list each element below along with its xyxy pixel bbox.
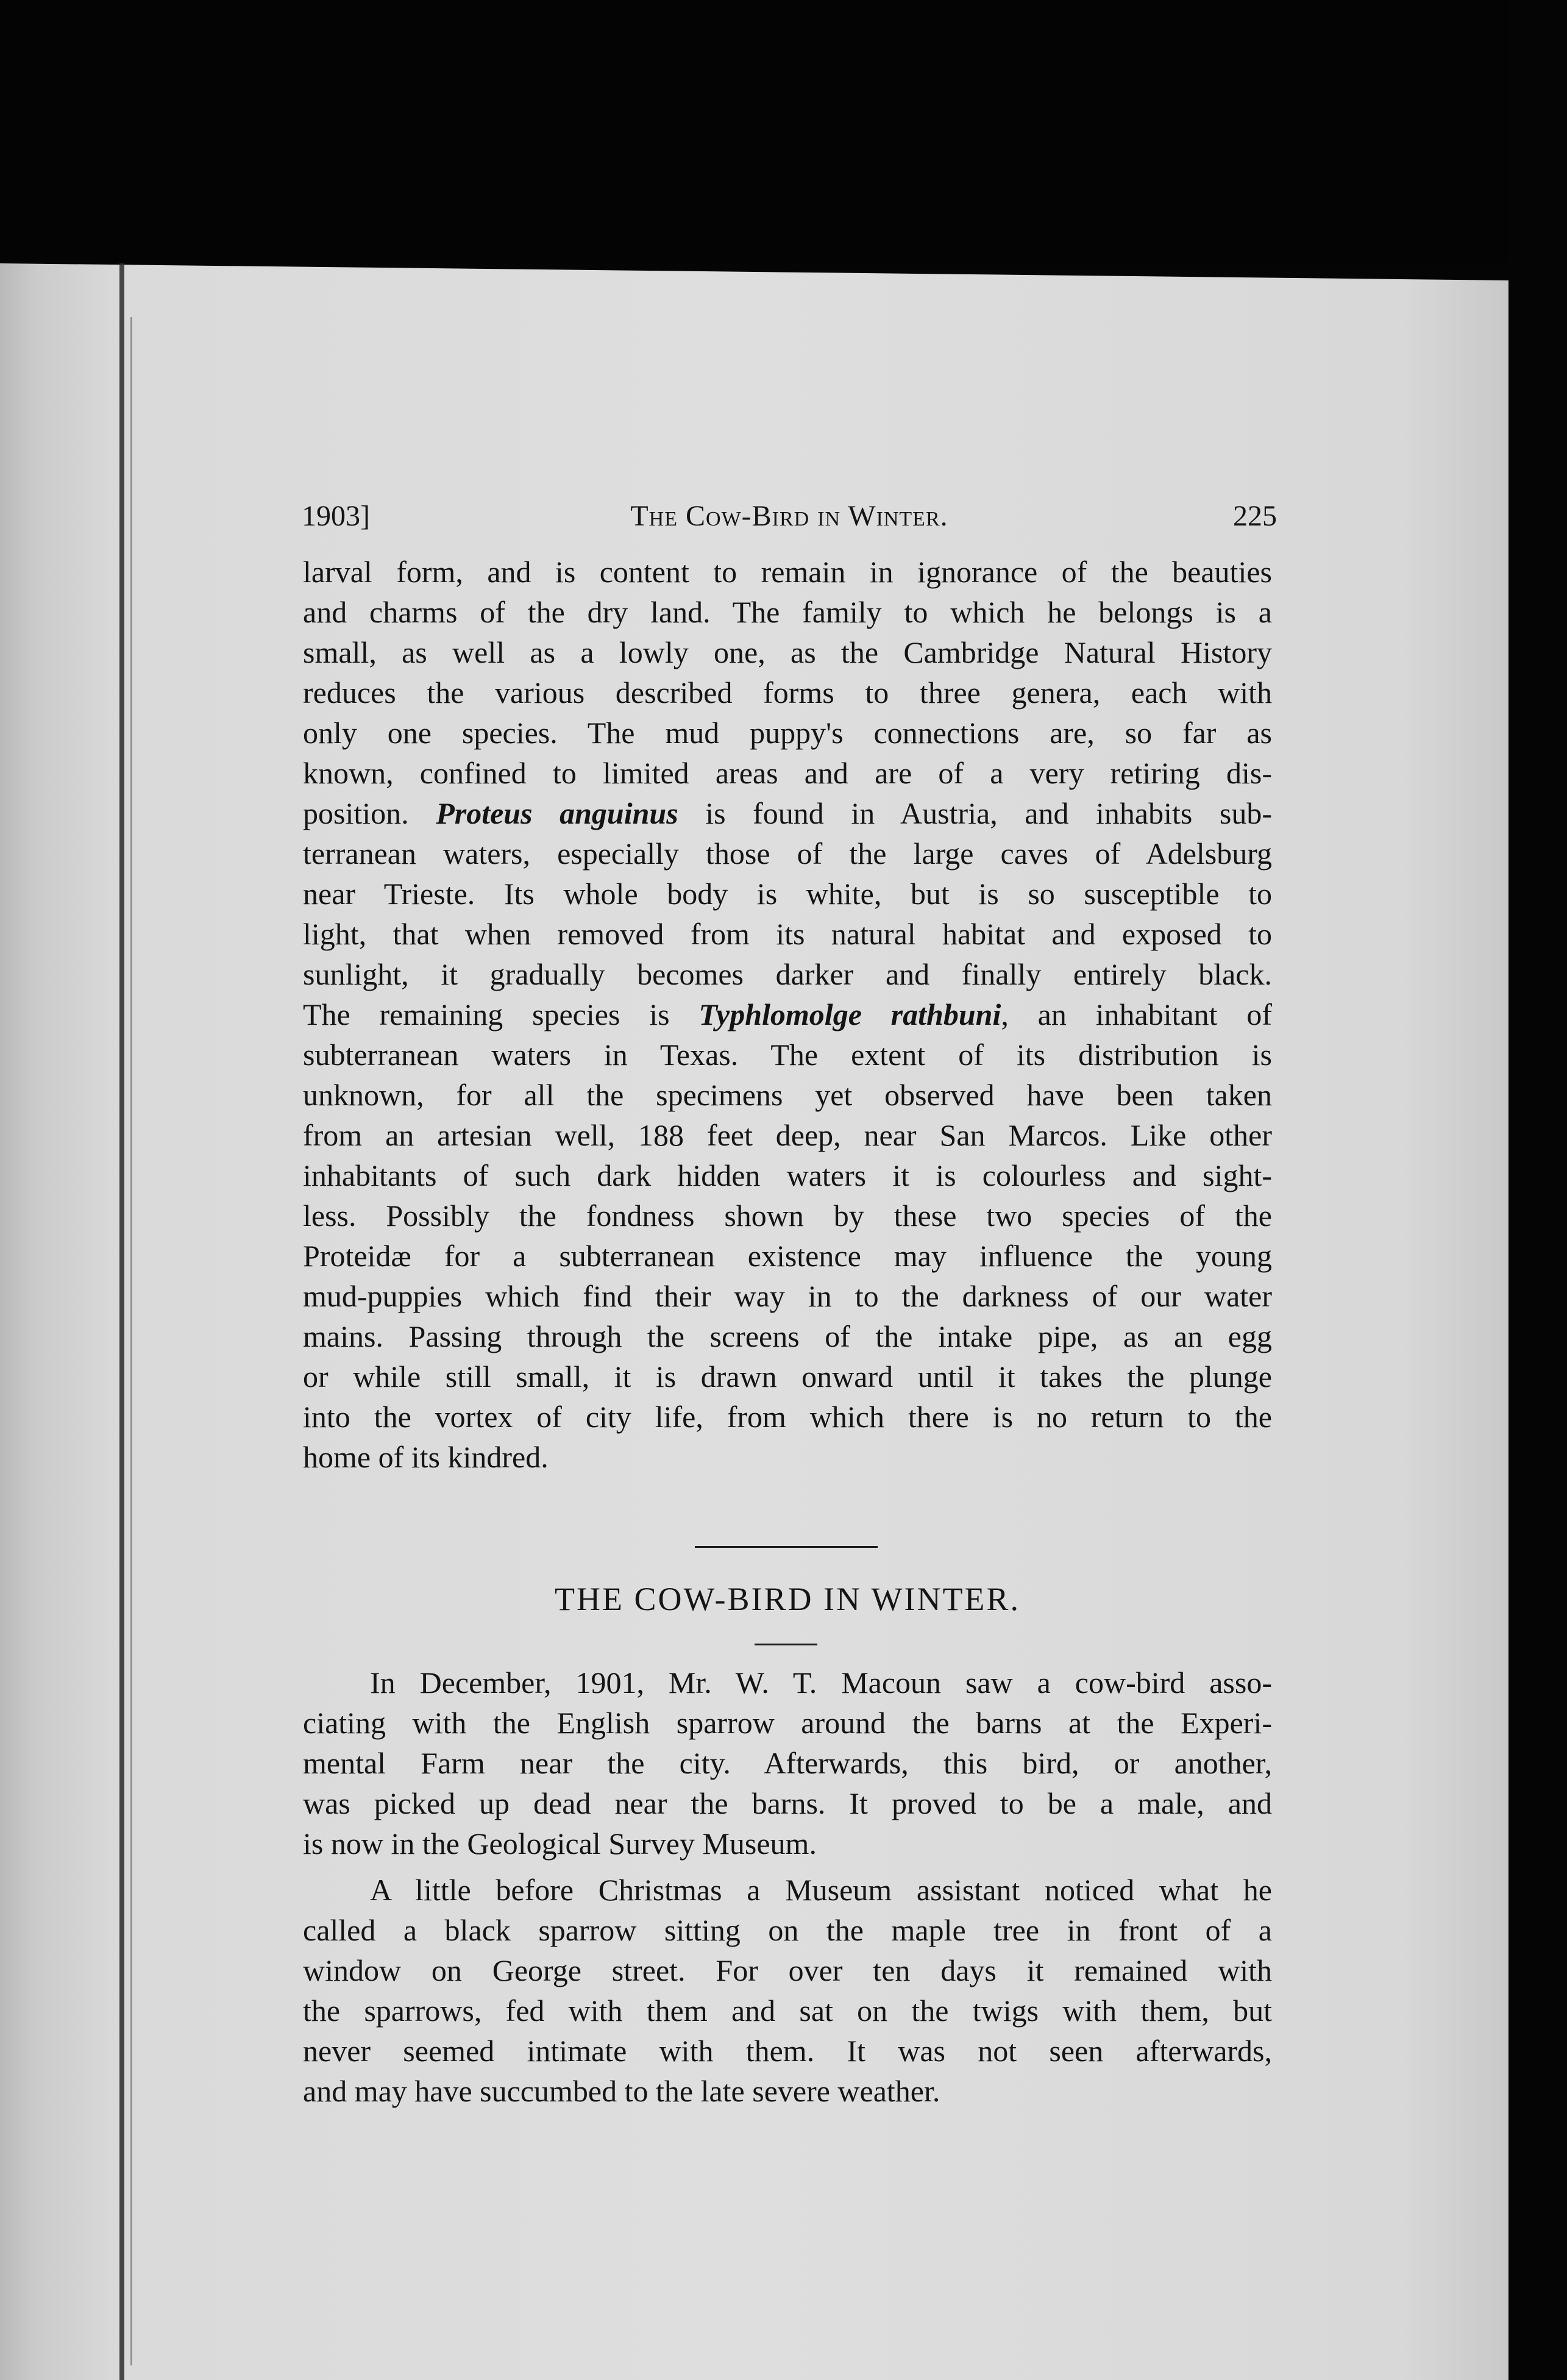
text-line: unknown, for all the specimens yet observed have been taken — [303, 1078, 1272, 1112]
text-line: Proteidæ for a subterranean existence may influence the young — [303, 1239, 1272, 1273]
text-line: reduces the various described forms to three genera, each with — [303, 675, 1272, 710]
text-line: called a black sparrow sitting on the maple tree in front of a — [303, 1913, 1272, 1947]
text-line: window on George street. For over ten days it remained with — [303, 1953, 1272, 1987]
text-line: and may have succumbed to the late severe weather. — [303, 2074, 940, 2108]
text-run: is found in Austria, and inhabits sub- — [678, 796, 1272, 830]
text-line: from an artesian well, 188 feet deep, near San Marcos. Like other — [303, 1118, 1272, 1152]
text-line: small, as well as a lowly one, as the Cambridge Natural History — [303, 635, 1272, 669]
section-title: THE COW-BIRD IN WINTER. — [555, 1581, 1020, 1617]
page-number: 225 — [1233, 500, 1277, 532]
text-line: A little before Christmas a Museum assistant noticed what he — [370, 1873, 1272, 1907]
section-divider — [695, 1546, 878, 1548]
text-run: The remaining species is — [303, 997, 699, 1031]
text-line: ciating with the English sparrow around the barns at the Experi- — [303, 1706, 1272, 1740]
running-head — [302, 495, 1277, 538]
text-line: larval form, and is content to remain in ignorance of the beauties — [303, 555, 1272, 589]
text-line: terranean waters, especially those of the large caves of Adelsburg — [303, 836, 1272, 871]
text-line: never seemed intimate with them. It was not seen afterwards, — [303, 2034, 1272, 2068]
text-line: In December, 1901, Mr. W. T. Macoun saw a cow-bird asso- — [370, 1666, 1272, 1700]
running-head-year: 1903] — [302, 500, 370, 532]
text-run: position. — [303, 796, 436, 830]
text-line: mental Farm near the city. Afterwards, this bird, or another, — [303, 1746, 1272, 1780]
running-head-title: The Cow-Bird in Winter. — [630, 500, 948, 532]
text-line: known, confined to limited areas and are of a very retiring dis- — [303, 756, 1272, 790]
article-cow-bird — [303, 1662, 1272, 2111]
text-line: near Trieste. Its whole body is white, but is so susceptible to — [303, 877, 1272, 911]
text-line: and charms of the dry land. The family to which he belongs is a — [303, 595, 1272, 629]
text-line: light, that when removed from its natural habitat and exposed to — [303, 917, 1272, 951]
title-underline — [755, 1644, 817, 1645]
text-line: into the vortex of city life, from which there is no return to the — [303, 1400, 1272, 1434]
text-line: sunlight, it gradually becomes darker and finally entirely black. — [303, 957, 1272, 991]
scan-background-right — [1508, 0, 1567, 2380]
text-line: is now in the Geological Survey Museum. — [303, 1826, 817, 1861]
text-line: subterranean waters in Texas. The extent of its distribution is — [303, 1038, 1272, 1072]
text-line: the sparrows, fed with them and sat on the twigs with them, but — [303, 1993, 1272, 2028]
text-line: only one species. The mud puppy's connections are, so far as — [303, 716, 1272, 750]
text-line: less. Possibly the fondness shown by these two species of the — [303, 1199, 1272, 1233]
paragraph-mud-puppy — [303, 552, 1272, 1477]
text-line: mud-puppies which find their way in to the darkness of our water — [303, 1279, 1272, 1313]
text-run: , an inhabitant of — [1001, 997, 1272, 1031]
paragraph-gap — [303, 1864, 1272, 1870]
species-name: Typhlomolge rathbuni — [698, 997, 1001, 1031]
text-line — [303, 793, 1272, 833]
binding-edge-inner — [130, 317, 132, 2365]
text-line: or while still small, it is drawn onward until it takes the plunge — [303, 1359, 1272, 1394]
text-line: inhabitants of such dark hidden waters it is colourless and sight- — [303, 1158, 1272, 1192]
text-line: was picked up dead near the barns. It proved to be a male, and — [303, 1786, 1272, 1820]
text-line: home of its kindred. — [303, 1440, 549, 1474]
binding-edge — [119, 263, 124, 2380]
text-line: mains. Passing through the screens of the intake pipe, as an egg — [303, 1319, 1272, 1353]
scan-background-top — [0, 0, 1567, 262]
species-name: Proteus anguinus — [436, 796, 678, 830]
text-line — [303, 994, 1272, 1035]
